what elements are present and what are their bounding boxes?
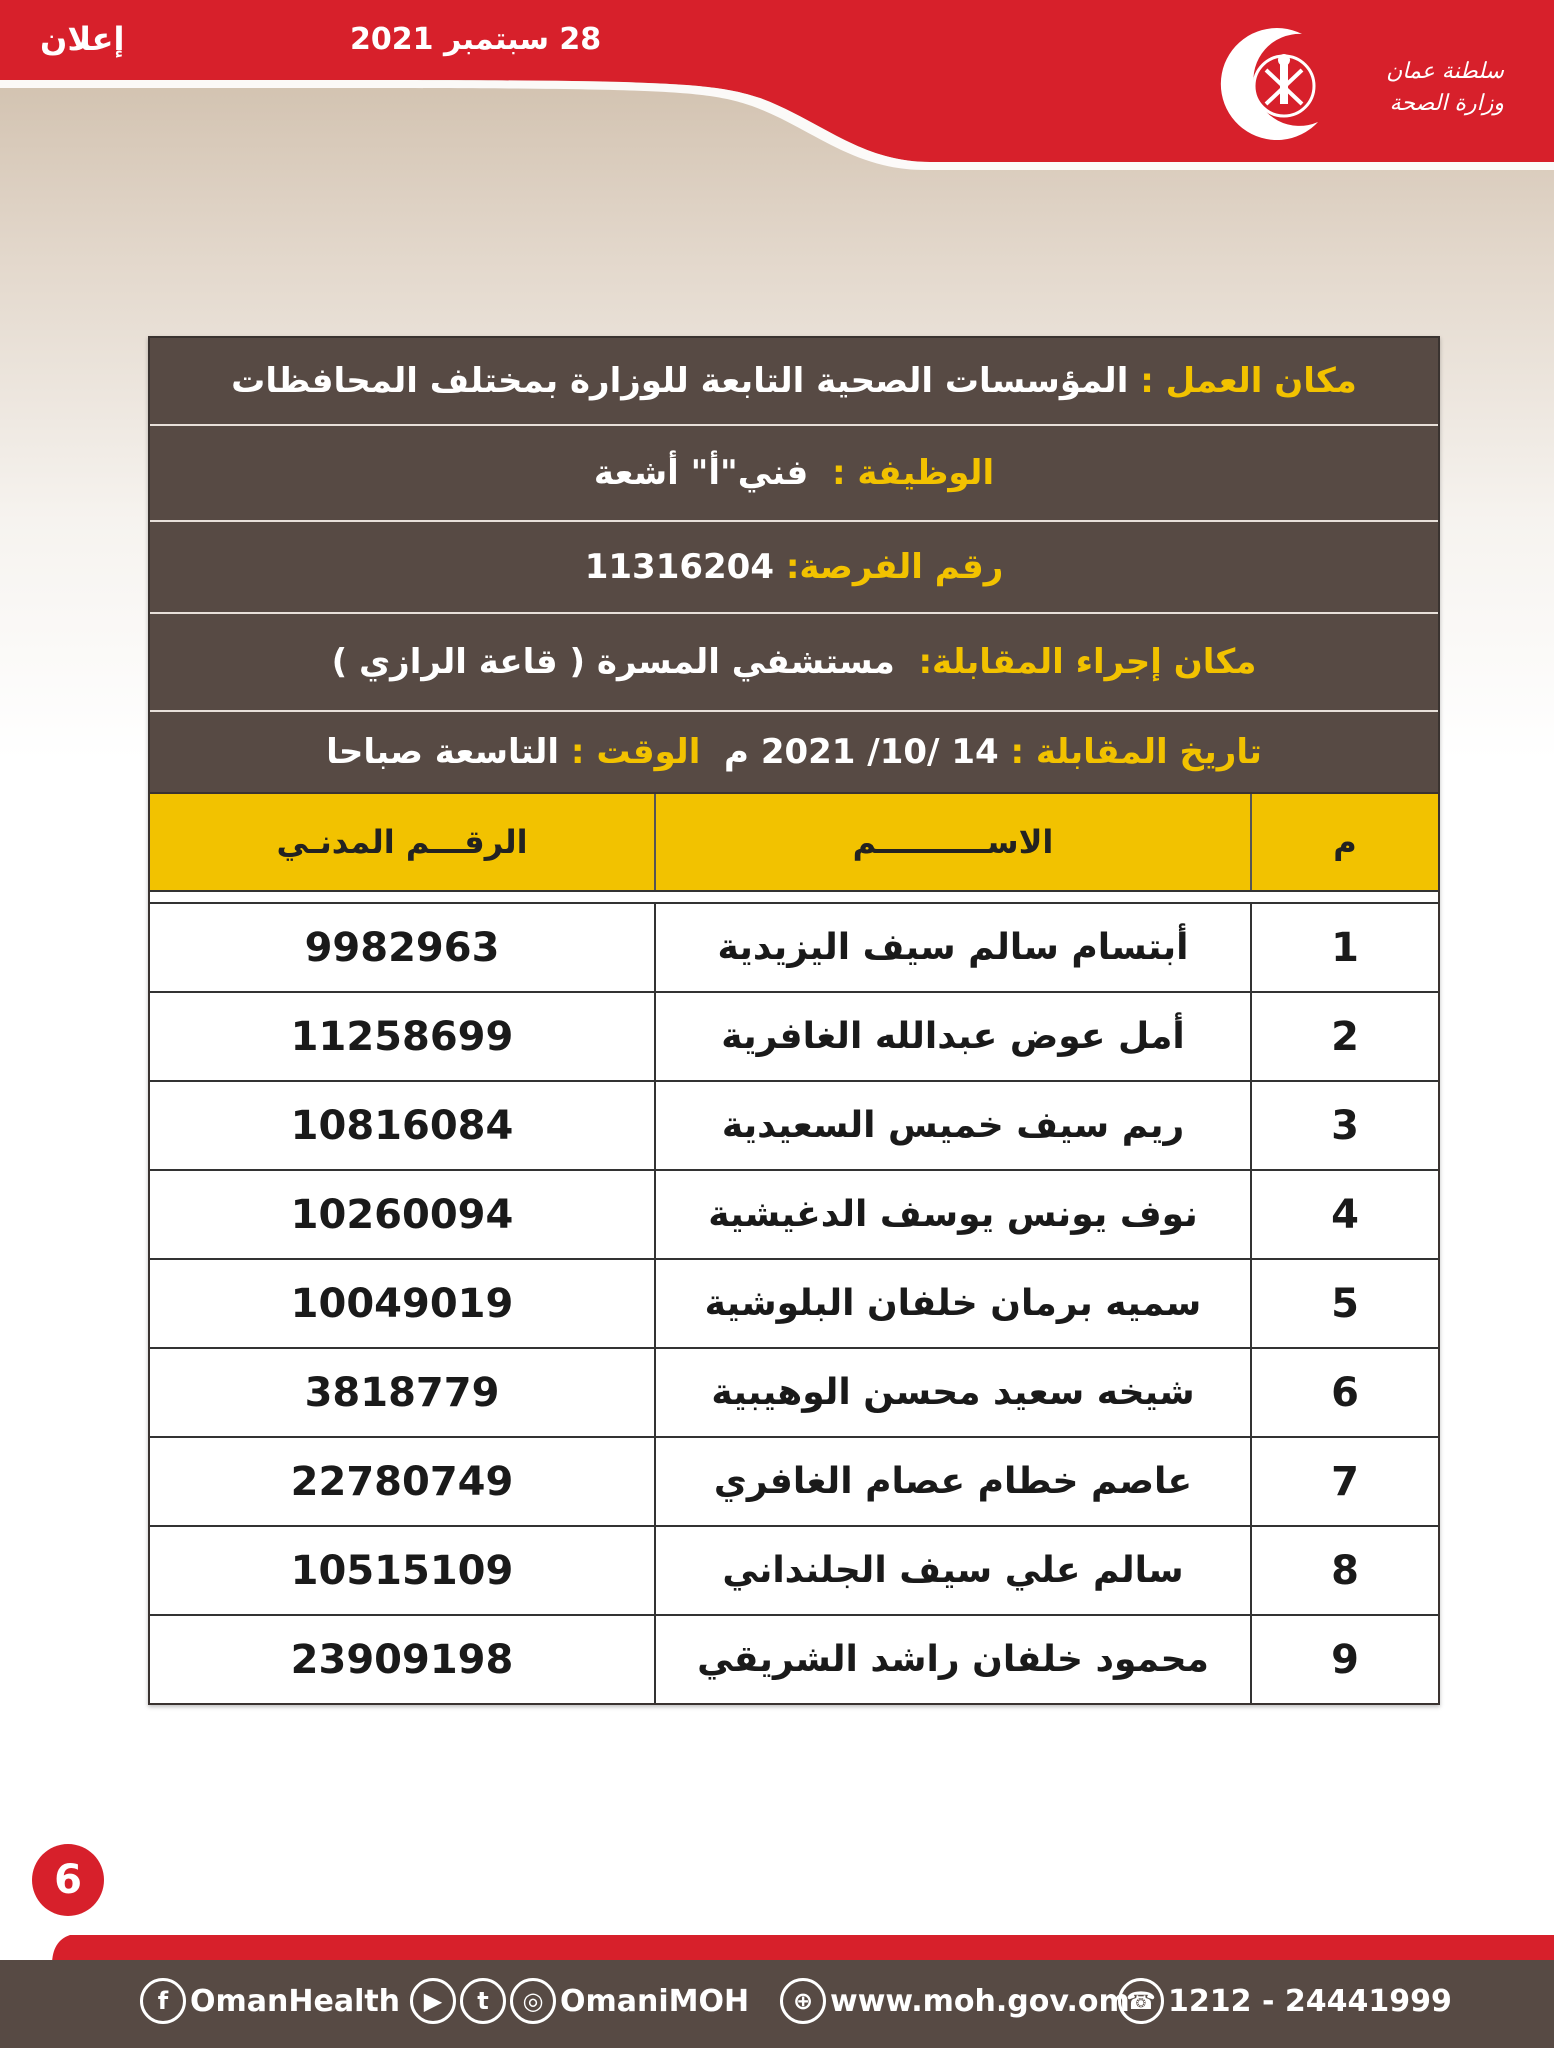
opportunity-value: 11316204 xyxy=(584,547,774,587)
job-value: فني"أ" أشعة xyxy=(593,453,809,493)
row-name: شيخه سعيد محسن الوهيبية xyxy=(654,1349,1250,1436)
row-number: 4 xyxy=(1250,1171,1438,1258)
table-row xyxy=(150,1525,1438,1614)
row-number: 1 xyxy=(1250,904,1438,991)
venue-key: مكان إجراء المقابلة: xyxy=(918,642,1257,682)
ministry-logo xyxy=(1214,22,1504,152)
row-number: 5 xyxy=(1250,1260,1438,1347)
header-spacer xyxy=(150,890,1438,902)
header-number: م xyxy=(1250,794,1438,890)
table-row xyxy=(150,1080,1438,1169)
table-row xyxy=(150,1258,1438,1347)
row-name: عاصم خطام عصام الغافري xyxy=(654,1438,1250,1525)
header-civil-id: الرقـــم المدنـي xyxy=(276,823,528,861)
row-civil-id: 11258699 xyxy=(290,1013,514,1060)
phone-icon: ☎ xyxy=(1118,1978,1164,2024)
row-number: 6 xyxy=(1250,1349,1438,1436)
row-civil-id: 10816084 xyxy=(290,1102,514,1149)
table-row xyxy=(150,1169,1438,1258)
row-civil-id: 10049019 xyxy=(290,1280,514,1327)
row-number: 7 xyxy=(1250,1438,1438,1525)
table-row xyxy=(150,904,1438,991)
row-name: سالم علي سيف الجلنداني xyxy=(654,1527,1250,1614)
interview-time-key: الوقت : xyxy=(570,732,701,772)
opportunity-row xyxy=(150,522,1438,614)
table-row xyxy=(150,1436,1438,1525)
row-name: محمود خلفان راشد الشريقي xyxy=(654,1616,1250,1703)
workplace-value: المؤسسات الصحية التابعة للوزارة بمختلف المحافظات xyxy=(231,361,1129,401)
table-row xyxy=(150,991,1438,1080)
row-civil-id: 10515109 xyxy=(290,1547,514,1594)
oman-emblem-icon xyxy=(1214,22,1344,152)
table-row xyxy=(150,1614,1438,1703)
interview-date-key: تاريخ المقابلة : xyxy=(1010,732,1262,772)
venue-value: مستشفي المسرة ( قاعة الرازي ) xyxy=(331,642,895,682)
job-key: الوظيفة : xyxy=(831,453,995,493)
row-name: نوف يونس يوسف الدغيشية xyxy=(654,1171,1250,1258)
row-number: 3 xyxy=(1250,1082,1438,1169)
table-row xyxy=(150,1347,1438,1436)
ministry-name xyxy=(1334,56,1504,120)
social-links[interactable] xyxy=(410,1978,749,2024)
facebook-handle: OmanHealth xyxy=(190,1983,401,2019)
header-banner xyxy=(0,0,1554,170)
header-name: الاســــــــــم xyxy=(654,794,1250,890)
footer-bar xyxy=(0,1960,1554,2048)
interview-time-value: التاسعة صباحا xyxy=(326,732,560,772)
interview-date-value: 14 /10/ 2021 م xyxy=(724,732,999,772)
website-link[interactable] xyxy=(780,1978,1130,2024)
row-name: أمل عوض عبدالله الغافرية xyxy=(654,993,1250,1080)
row-name: أبتسام سالم سيف اليزيدية xyxy=(654,904,1250,991)
row-number: 2 xyxy=(1250,993,1438,1080)
announcement-label: إعلان xyxy=(40,20,125,58)
row-civil-id: 10260094 xyxy=(290,1191,514,1238)
youtube-icon: ▶ xyxy=(410,1978,456,2024)
phone-link[interactable] xyxy=(1118,1978,1452,2024)
page-number-badge: 6 xyxy=(32,1844,104,1916)
ministry-line-2: وزارة الصحة xyxy=(1389,91,1504,116)
phone-number: 1212 - 24441999 xyxy=(1168,1983,1452,2019)
row-name: ريم سيف خميس السعيدية xyxy=(654,1082,1250,1169)
row-civil-id: 3818779 xyxy=(304,1369,500,1416)
row-number: 8 xyxy=(1250,1527,1438,1614)
website-url: www.moh.gov.om xyxy=(830,1983,1130,2019)
workplace-key: مكان العمل : xyxy=(1140,361,1357,401)
row-number: 9 xyxy=(1250,1616,1438,1703)
row-civil-id: 9982963 xyxy=(304,924,500,971)
announcement-date: 28 سبتمبر 2021 xyxy=(350,22,602,57)
row-name: سميه برمان خلفان البلوشية xyxy=(654,1260,1250,1347)
table-body xyxy=(150,902,1438,1703)
facebook-link[interactable] xyxy=(140,1978,400,2024)
workplace-row xyxy=(150,338,1438,426)
venue-row xyxy=(150,614,1438,712)
instagram-icon: ◎ xyxy=(510,1978,556,2024)
row-civil-id: 23909198 xyxy=(290,1636,514,1683)
interview-date-row xyxy=(150,712,1438,792)
row-civil-id: 22780749 xyxy=(290,1458,514,1505)
ministry-line-1: سلطنة عمان xyxy=(1386,59,1504,84)
job-row xyxy=(150,426,1438,522)
social-handle: OmaniMOH xyxy=(560,1983,750,2019)
facebook-icon: f xyxy=(140,1978,186,2024)
table-header-row xyxy=(150,792,1438,890)
twitter-icon: t xyxy=(460,1978,506,2024)
opportunity-key: رقم الفرصة: xyxy=(785,547,1004,587)
web-icon: ⊕ xyxy=(780,1978,826,2024)
interview-table xyxy=(148,336,1440,1705)
